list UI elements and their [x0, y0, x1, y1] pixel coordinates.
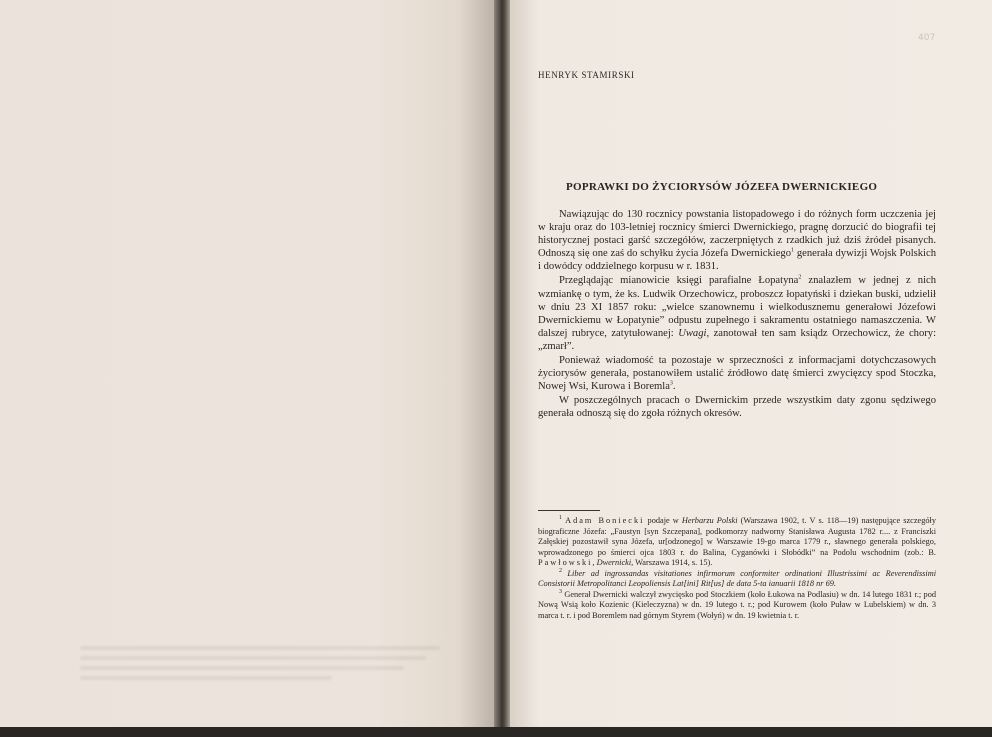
- paragraph: Ponieważ wiadomość ta pozostaje w sprzeczności z informacjami dotychczasowych życiorysów generała, postanowiłem ustalić źródłowo datę śmierci zwycięzcy spod Stoczka, Nowej Wsi, Kurowa i Boremla$^3$.: [538, 355, 936, 393]
- article-body: [538, 208, 936, 422]
- page-mark: 407: [918, 33, 936, 43]
- footnote: $^2$ Liber ad ingrossandas visitationes infirmorum conformiter ordinationi Illustrissimi ac Reverendissimi Consistorii Metropolitanci Leopoliensis Lat[ini] Rit[us] de data 5-ta ianuarii 1818 nr 69.: [538, 567, 937, 588]
- footnote-ref: 3: [669, 380, 673, 387]
- footnote-ref: 1: [791, 247, 795, 254]
- bottom-edge: [0, 727, 992, 737]
- footnote: $^3$ Generał Dwernicki walczył zwycięsko pod Stoczkiem (koło Łukowa na Podlasiu) w dn. 14 lutego 1831 r.; pod Nową Wsią koło Kozienic (Kieleczyzna) w dn. 19 lutego t. r.; pod Kurowem (koło Puław w Lubelskiem) w dn. 3 marca t. r. i pod Boremlem nad górnym Styrem (Wołyń) w dn. 19 kwietnia t. r.: [538, 588, 936, 620]
- paragraph: Nawiązując do 130 rocznicy powstania listopadowego i do różnych form uczczenia jej w kraju oraz do 103-letniej rocznicy śmierci Dwernickiego, pragnę dorzucić do biografii tej historycznej postaci garść szczegółów, zaczerpniętych z rzadkich już dziś źródeł pisanych. Odnoszą się one zaś do schyłku życia Józefa Dwernickiego$^1$ generała dywizji Wojsk Polskich i dowódcy oddzielnego korpusu w r. 1831.: [538, 209, 936, 273]
- paragraph: Przeglądając mianowicie księgi parafialne Łopatyna$^2$ znalazłem w jednej z nich wzmiankę o tym, że ks. Ludwik Orzechowicz, proboszcz łopatyński i dziekan buski, udzielił w dniu 23 XI 1857 roku: „wielce szanownemu i wielkodusznemu generałowi Józefowi Dwernickiemu w Łopatynie” odpustu zupełnego i sakramentu ostatniego namaszczenia. W dalszej rubryce, zatytułowanej: Uwagi, zanotował ten sam ksiądz Orzechowicz, że chory: „zmarł”.: [538, 274, 937, 352]
- running-head: HENRYK STAMIRSKI: [538, 70, 635, 80]
- footnote-ref: 2: [798, 274, 802, 281]
- left-page: [0, 0, 498, 727]
- bleed-through-text: [80, 640, 440, 700]
- article-title: POPRAWKI DO ŻYCIORYSÓW JÓZEFA DWERNICKIEGO: [566, 181, 878, 193]
- footnote: $^1$ Adam Boniecki podaje w Herbarzu Polski (Warszawa 1902, t. V s. 118—19) następujące szczegóły biograficzne Józefa: „Faustyn [syn Szczepana], podkomorzy nadworny Stanisława Augusta 1782 r.... z Franciszki Załęskiej pozostawił syna Józefa, ur[odzonego] w Warszawie 19-go marca 1779 r., sławnego generała polskiego, wprowadzonego po śmierci ojca 1803 r. do Balina, Cyganówki i Słobódki” na Podolu wschodnim (zob.: B. Pawłowski, Dwernicki, Warszawa 1914, s. 15).: [538, 515, 936, 567]
- footnotes: [538, 516, 936, 621]
- footnote-rule: [538, 510, 600, 511]
- paragraph: W poszczególnych pracach o Dwernickim przede wszystkim daty zgonu sędziwego generała odnoszą się do zgoła różnych okresów.: [538, 395, 936, 420]
